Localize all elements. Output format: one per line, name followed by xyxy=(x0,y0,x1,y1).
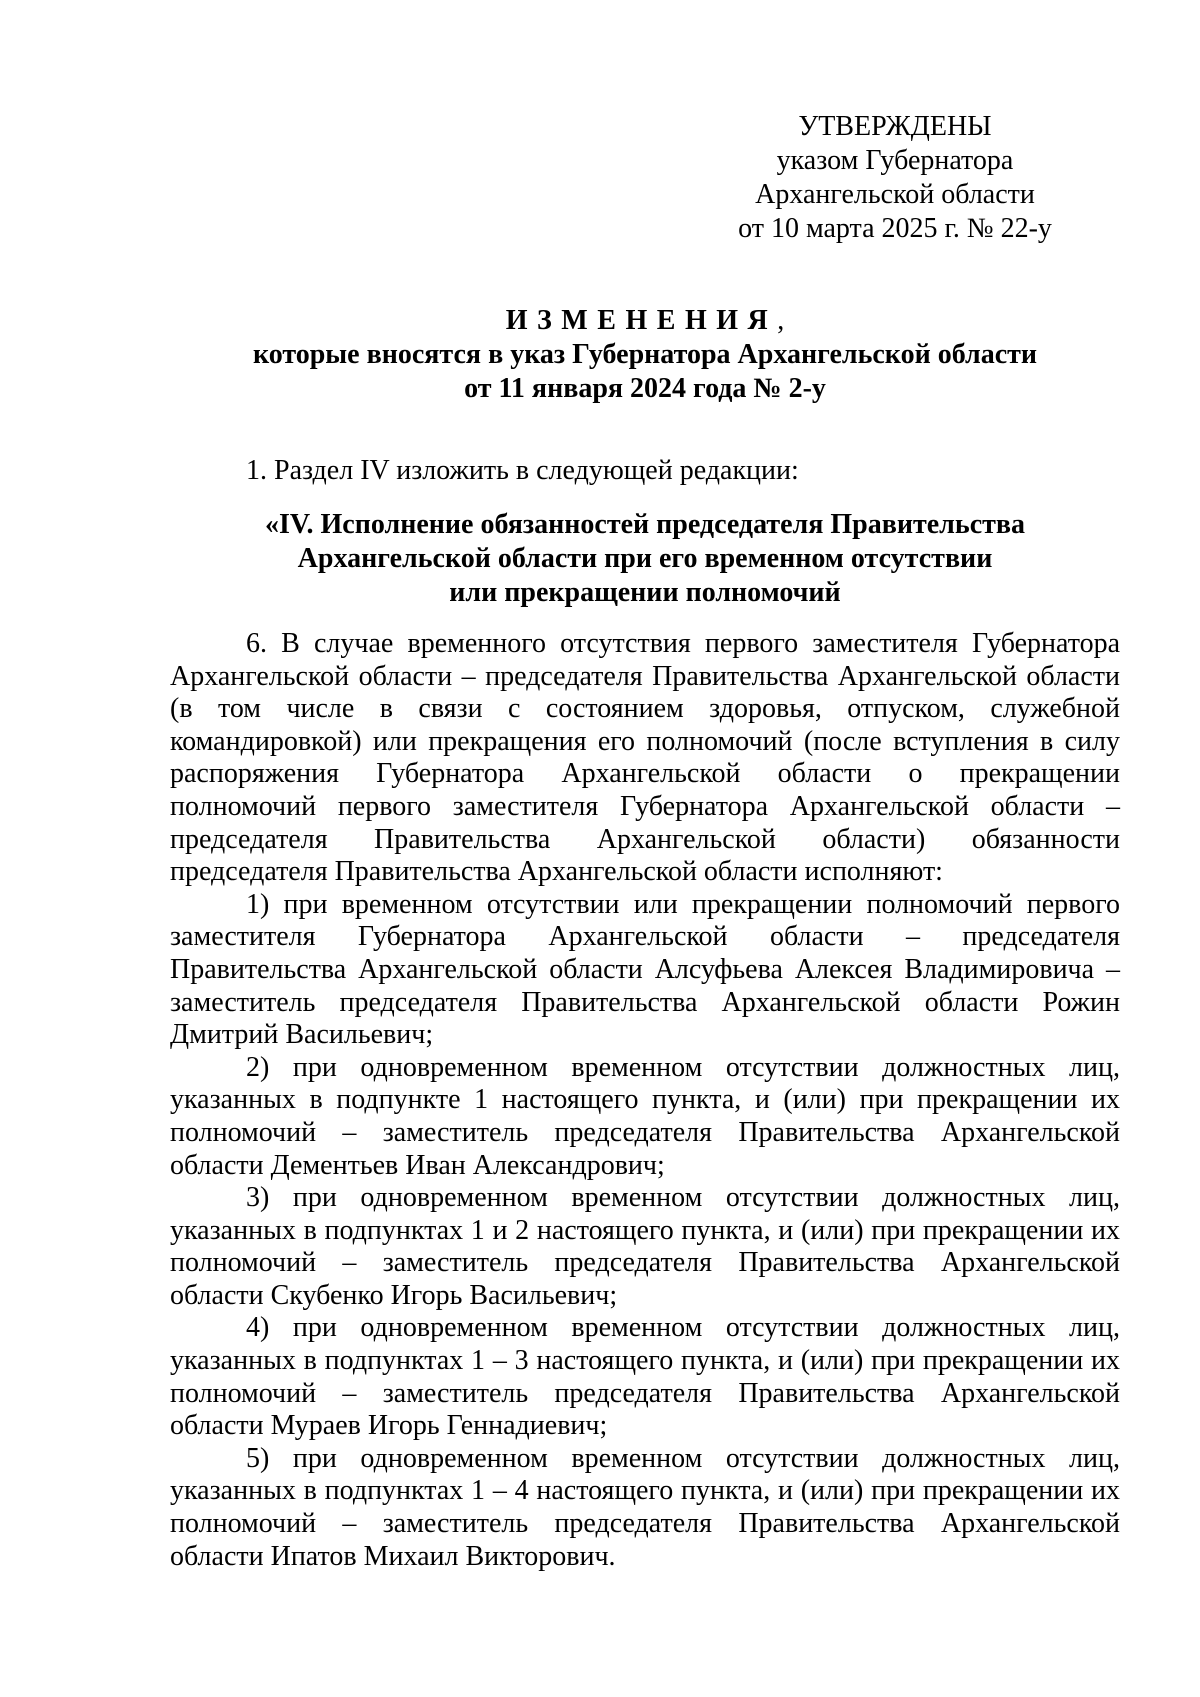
approval-stamp-block xyxy=(720,110,1070,246)
subitem-3: 3) при одновременном временном отсутствии должностных лиц, указанных в подпунктах 1 и 2 настоящего пункта, и (или) при прекращении их полномочий – заместитель председателя Правительства Архангельской области Скубенко Игорь Васильевич; xyxy=(170,1182,1120,1311)
section-heading-line: или прекращении полномочий xyxy=(449,577,841,608)
item-1-text: 1. Раздел IV изложить в следующей редакции: xyxy=(246,455,799,486)
title-main-line xyxy=(170,304,1120,338)
approval-date-line: от 10 марта 2025 г. № 22-у xyxy=(738,213,1052,244)
approval-heading: УТВЕРЖДЕНЫ xyxy=(798,111,992,142)
subitem-1: 1) при временном отсутствии или прекращении полномочий первого заместителя Губернатора Архангельской области – председателя Правительства Архангельской области Алсуфьева Алексея Владимировича – заместитель председателя Правительства Архангельской области Рожин Дмитрий Васильевич; xyxy=(170,888,1120,1051)
approval-decree-line: указом Губернатора xyxy=(776,145,1014,176)
title-subtitle-line: которые вносятся в указ Губернатора Архангельской области xyxy=(252,339,1038,370)
section-heading xyxy=(170,508,1120,610)
title-date-line: от 11 января 2024 года № 2-у xyxy=(464,373,826,404)
section-heading-line: «IV. Исполнение обязанностей председателя Правительства xyxy=(265,509,1025,540)
title-word: ИЗМЕНЕНИЯ xyxy=(505,305,778,336)
title-comma: , xyxy=(777,305,785,336)
subitem-5: 5) при одновременном временном отсутствии должностных лиц, указанных в подпунктах 1 – 4 настоящего пункта, и (или) при прекращении их полномочий – заместитель председателя Правительства Архангельской области Ипатов Михаил Викторович. xyxy=(170,1442,1120,1572)
subitem-4: 4) при одновременном временном отсутствии должностных лиц, указанных в подпунктах 1 – 3 настоящего пункта, и (или) при прекращении их полномочий – заместитель председателя Правительства Архангельской области Мураев Игорь Геннадиевич; xyxy=(170,1312,1120,1442)
approval-region-line: Архангельской области xyxy=(755,179,1035,210)
section-heading-line: Архангельской области при его временном отсутствии xyxy=(297,543,993,574)
subitem-2: 2) при одновременном временном отсутствии должностных лиц, указанных в подпункте 1 настоящего пункта, и (или) при прекращении их полномочий – заместитель председателя Правительства Архангельской области Дементьев Иван Александрович; xyxy=(170,1051,1120,1181)
document-body xyxy=(170,628,1120,1573)
document-title xyxy=(170,304,1120,406)
paragraph-6: 6. В случае временного отсутствия первого заместителя Губернатора Архангельской области – председателя Правительства Архангельской области (в том числе в связи с состоянием здоровья, отпуском, служебной командировкой) или прекращения его полномочий (после вступления в силу распоряжения Губернатора Архангельской области о прекращении полномочий первого заместителя Губернатора Архангельской области – председателя Правительства Архангельской области) обязанности председателя Правительства Архангельской области исполняют: xyxy=(170,628,1120,888)
